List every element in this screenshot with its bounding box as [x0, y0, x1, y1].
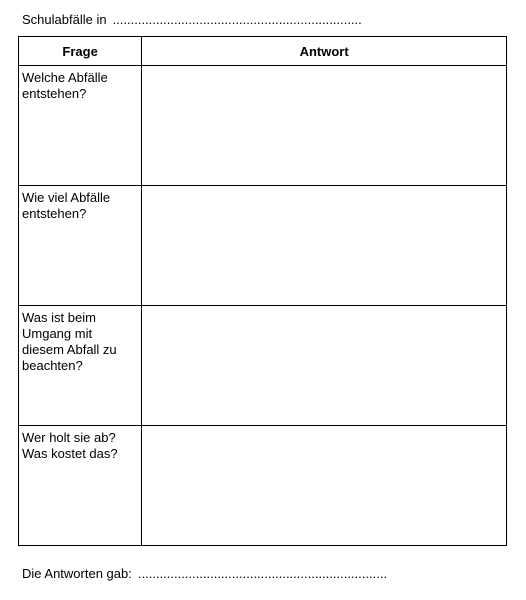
page-footer	[22, 566, 387, 581]
question-text: Was ist beim Umgang mit diesem Abfall zu beachten?	[22, 310, 117, 373]
answer-cell	[142, 66, 507, 186]
table-row	[19, 66, 507, 186]
footer-fill-in-line: .....................................................................	[137, 566, 388, 581]
question-cell	[19, 66, 142, 186]
answer-cell	[142, 306, 507, 426]
answer-cell	[142, 426, 507, 546]
question-cell	[19, 306, 142, 426]
page-heading	[22, 12, 362, 27]
table-row	[19, 186, 507, 306]
table-row	[19, 426, 507, 546]
question-answer-table	[18, 36, 507, 546]
question-cell	[19, 186, 142, 306]
column-header-antwort: Antwort	[142, 37, 507, 66]
heading-label: Schulabfälle in	[22, 12, 107, 27]
question-text: Welche Abfälle entstehen?	[22, 70, 108, 101]
answer-cell	[142, 186, 507, 306]
column-header-frage: Frage	[19, 37, 142, 66]
question-cell	[19, 426, 142, 546]
footer-label: Die Antworten gab:	[22, 566, 132, 581]
question-text: Wie viel Abfälle entstehen?	[22, 190, 111, 221]
question-text: Wer holt sie ab? Was kostet das?	[22, 430, 118, 461]
heading-fill-in-line: .....................................................................	[112, 12, 362, 27]
table-row	[19, 306, 507, 426]
table-header-row	[19, 37, 507, 66]
